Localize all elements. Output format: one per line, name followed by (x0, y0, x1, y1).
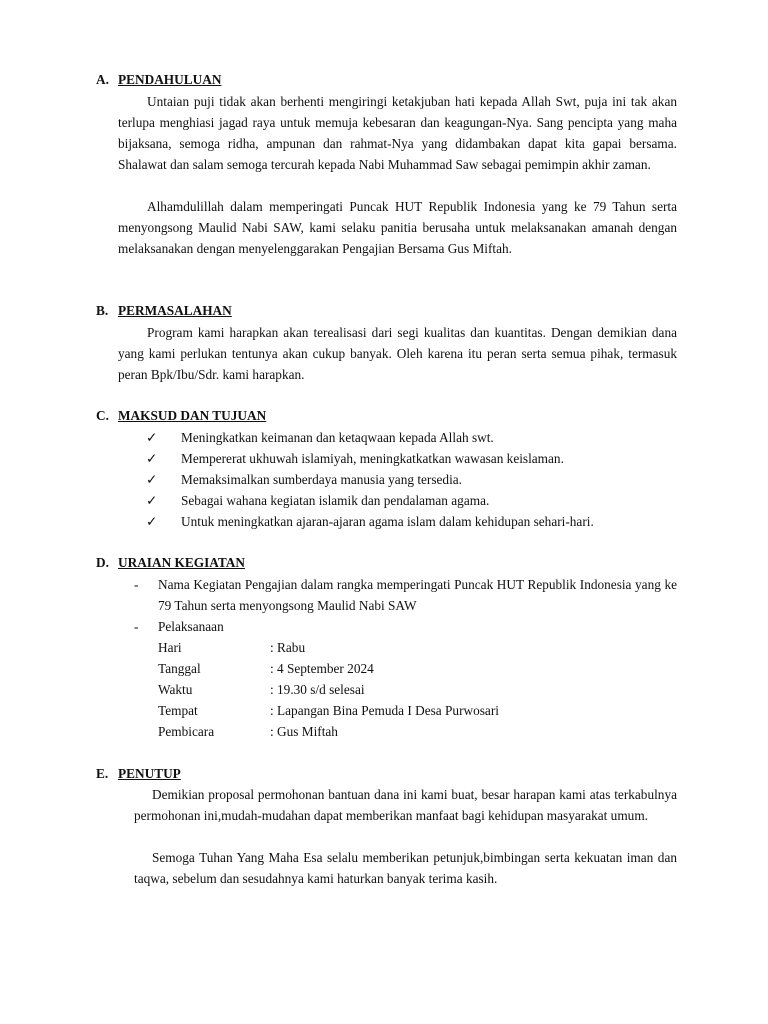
section-a-title: PENDAHULUAN (118, 72, 222, 87)
section-a-paragraph-1: Untaian puji tidak akan berhenti mengiringi ketakjuban hati kepada Allah Swt, puja ini tak akan terlupa menghiasi jagad raya untuk memuja kebesaran dan keagungan-Nya. Sang pencipta yang maha bijaksana, semoga ridha, ampunan dan rahmat-Nya yang didambakan dapat kita gapai bersama. Shalawat dan salam semoga tercurah kepada Nabi Muhammad Saw sebagai pemimpin akhir zaman. (118, 94, 677, 172)
section-b-heading (96, 303, 232, 319)
section-b-title: PERMASALAHAN (118, 303, 232, 318)
list-item-text: Mempererat ukhuwah islamiyah, meningkatkatkan wawasan keislaman. (181, 451, 564, 466)
detail-label: Tempat (158, 703, 198, 718)
detail-value: : Gus Miftah (270, 724, 338, 739)
detail-row-date (158, 658, 374, 679)
detail-value: : Rabu (270, 640, 306, 655)
list-item (146, 427, 594, 448)
section-a-paragraph-2: Alhamdulillah dalam memperingati Puncak HUT Republik Indonesia yang ke 79 Tahun serta menyongsong Maulid Nabi SAW, kami selaku panitia berusaha untuk melaksanakan amanah dengan melaksanakan dengan menyelenggarakan Pengajian Bersama Gus Miftah. (118, 199, 677, 256)
check-icon: ✓ (146, 493, 158, 508)
section-e-paragraph-2: Semoga Tuhan Yang Maha Esa selalu memberikan petunjuk,bimbingan serta kekuatan iman dan taqwa, sebelum dan sesudahnya kami haturkan banyak terima kasih. (134, 850, 677, 886)
section-c-heading (96, 408, 266, 424)
section-e-title: PENUTUP (118, 766, 181, 781)
detail-row-speaker (158, 721, 338, 742)
dash-bullet: - (134, 577, 139, 592)
section-c-title: MAKSUD DAN TUJUAN (118, 408, 267, 423)
section-e-heading (96, 766, 181, 782)
check-icon: ✓ (146, 430, 158, 445)
section-d-letter: D. (96, 555, 109, 570)
activity-name-text: Nama Kegiatan Pengajian dalam rangka memperingati Puncak HUT Republik Indonesia yang ke 79 Tahun serta menyongsong Maulid Nabi SAW (158, 577, 677, 613)
list-item-text: Sebagai wahana kegiatan islamik dan pendalaman agama. (181, 493, 490, 508)
check-icon: ✓ (146, 451, 158, 466)
execution-item (134, 616, 677, 637)
list-item-text: Untuk meningkatkan ajaran-ajaran agama islam dalam kehidupan sehari-hari. (181, 514, 594, 529)
check-icon: ✓ (146, 472, 158, 487)
detail-row-time (158, 679, 365, 700)
list-item-text: Meningkatkan keimanan dan ketaqwaan kepada Allah swt. (181, 430, 494, 445)
section-d-heading (96, 555, 245, 571)
section-d-title: URAIAN KEGIATAN (118, 555, 245, 570)
list-item (146, 448, 594, 469)
section-a-heading (96, 72, 221, 88)
section-b-paragraph-1: Program kami harapkan akan terealisasi dari segi kualitas dan kuantitas. Dengan demikian dana yang kami perlukan tentunya akan cukup banyak. Oleh karena itu peran serta semua pihak, termasuk peran Bpk/Ibu/Sdr. kami harapkan. (118, 325, 677, 382)
execution-label: Pelaksanaan (158, 619, 224, 634)
dash-bullet: - (134, 619, 139, 634)
check-icon: ✓ (146, 514, 158, 529)
list-item (146, 469, 594, 490)
detail-row-place (158, 700, 499, 721)
section-e-letter: E. (96, 766, 109, 781)
list-item (146, 511, 594, 532)
list-item (146, 490, 594, 511)
detail-label: Waktu (158, 682, 193, 697)
detail-value: : Lapangan Bina Pemuda I Desa Purwosari (270, 703, 499, 718)
detail-label: Pembicara (158, 724, 215, 739)
section-c-letter: C. (96, 408, 109, 423)
section-a-letter: A. (96, 72, 109, 87)
detail-value: : 19.30 s/d selesai (270, 682, 365, 697)
objectives-list (146, 427, 594, 532)
list-item-text: Memaksimalkan sumberdaya manusia yang tersedia. (181, 472, 462, 487)
detail-label: Tanggal (158, 661, 201, 676)
detail-label: Hari (158, 640, 182, 655)
detail-value: : 4 September 2024 (270, 661, 374, 676)
detail-row-day (158, 637, 305, 658)
section-b-letter: B. (96, 303, 109, 318)
section-e-paragraph-1: Demikian proposal permohonan bantuan dana ini kami buat, besar harapan kami atas terkabulnya permohonan ini,mudah-mudahan dapat memberikan manfaat bagi kehidupan masyarakat umum. (134, 787, 677, 823)
activity-name-item (134, 574, 677, 616)
